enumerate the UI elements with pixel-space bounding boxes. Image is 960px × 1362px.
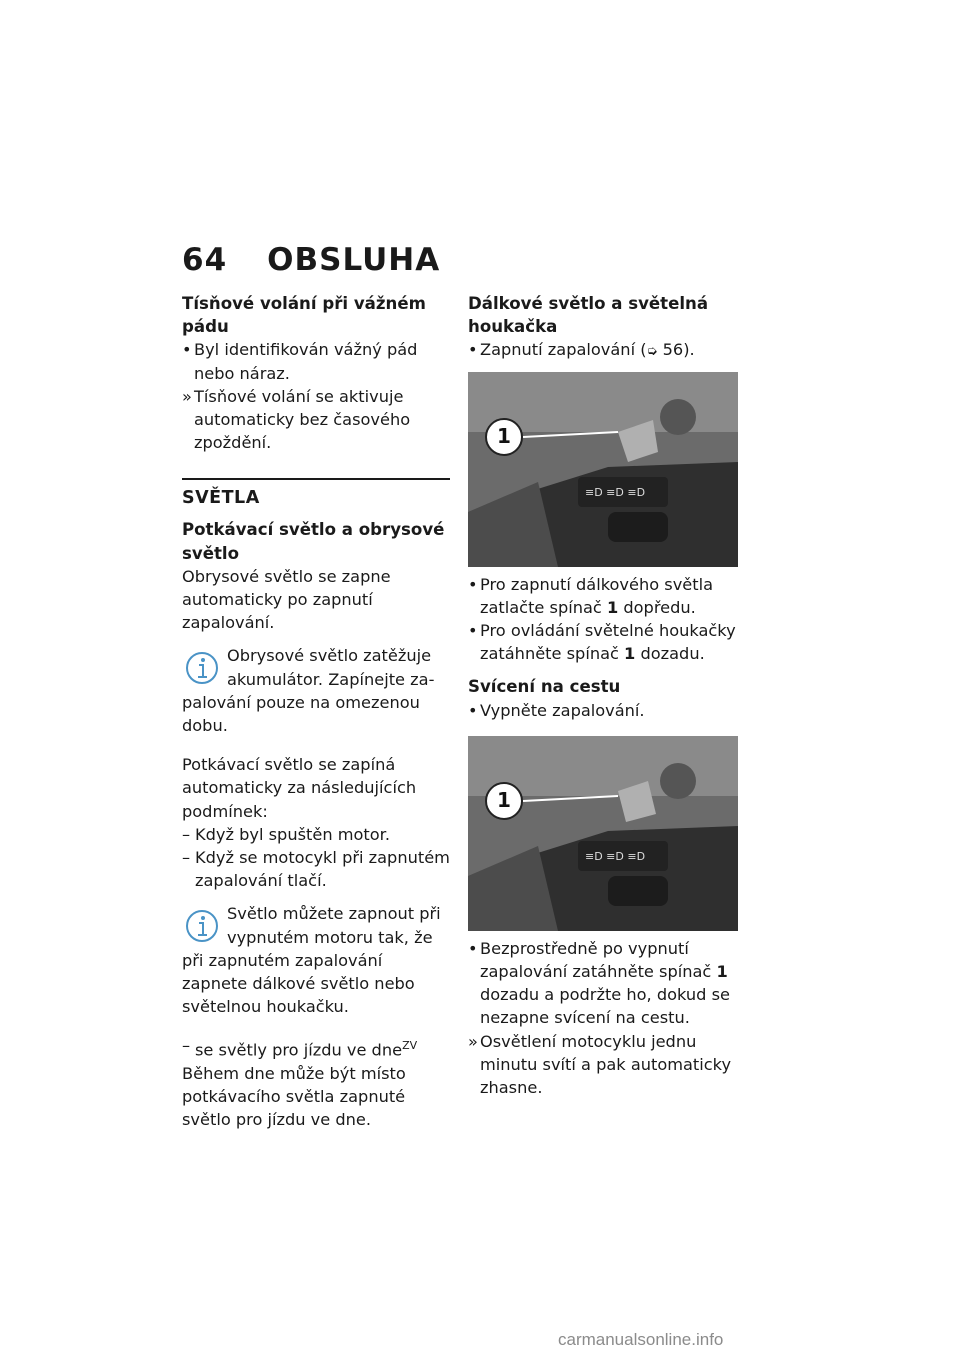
info-note <box>182 644 450 737</box>
list-item: • Zapnutí zapalování (➭ 56). <box>468 340 695 360</box>
svg-text:≡D ≡D ≡D: ≡D ≡D ≡D <box>585 485 646 499</box>
low-beam-text: Obrysové světlo se zapne automaticky po zapnutí zapalování. <box>182 566 391 633</box>
road-light-heading: Svícení na cestu <box>468 677 621 697</box>
list-item: • Bezprostředně po vypnutí zapalování zatáhněte spínač 1 dozadu a podržte ho, dokud se nezapne svícení na cestu. <box>468 938 730 1028</box>
page-number: 64 <box>182 242 228 278</box>
ignition-list <box>468 338 743 363</box>
daytime-text: Během dne může být místo potkávacího světla zapnuté světlo pro jízdu ve dne. <box>182 1064 406 1130</box>
left-column <box>182 292 450 1132</box>
list-item: » Tísňové volání se aktivuje automaticky bez časového zpoždění. <box>182 386 411 453</box>
page-reference: 56). <box>662 340 695 360</box>
callout-label: 1 <box>497 423 511 448</box>
lights-section-title: SVĚTLA <box>182 488 260 509</box>
road-light-prereq <box>468 699 743 722</box>
option-badge: ZV <box>402 1039 418 1053</box>
list-item: • Byl identifikován vážný pád nebo náraz. <box>182 340 418 383</box>
conditions-intro: Potkávací světlo se zapíná automaticky za následujících podmínek: <box>182 755 417 821</box>
note-text-cont: při zapnutém zapalování zapnete dálkové světlo nebo světelnou houkačku. <box>182 950 415 1017</box>
list-item: » Osvětlení motocyklu jednu minutu svítí a pak automaticky zhasne. <box>468 1031 732 1098</box>
road-light-steps <box>468 937 743 1099</box>
info-icon <box>182 650 222 686</box>
right-column <box>468 292 743 1099</box>
handlebar-switch-photo <box>468 372 738 567</box>
daytime-list <box>182 1034 450 1062</box>
note-text: Světlo můžete zapnout při vypnutém motoru tak, že <box>227 904 441 947</box>
watermark: carmanualsonline.info <box>558 1330 724 1349</box>
callout-label: 1 <box>497 787 511 812</box>
list-item: • Pro zapnutí dálkového světla zatlačte spínač 1 dopředu. <box>468 574 714 617</box>
list-item: – Když se motocykl při zapnutém zapalování tlačí. <box>182 848 450 891</box>
list-item: • Pro ovládání světelné houkačky zatáhněte spínač 1 dozadu. <box>468 621 736 664</box>
svg-text:≡D ≡D ≡D: ≡D ≡D ≡D <box>585 849 646 863</box>
list-item: – Když byl spuštěn motor. <box>182 824 390 844</box>
info-note <box>182 902 450 1018</box>
high-beam-heading: Dálkové světlo a světelná houkačka <box>468 294 709 337</box>
page-reference-arrow-icon: ➭ <box>646 344 658 360</box>
conditions-list <box>182 823 450 893</box>
section-title: OBSLUHA <box>267 242 441 278</box>
info-icon <box>182 908 222 944</box>
high-beam-list <box>468 573 743 666</box>
note-text: Obrysové světlo zatěžuje akumulátor. Zapínejte za- <box>227 646 435 689</box>
emergency-call-heading: Tísňové volání při vážném pádu <box>182 294 426 337</box>
list-item: • Vypněte zapalování. <box>468 700 645 720</box>
emergency-list <box>182 338 450 454</box>
list-item: – se světly pro jízdu ve dne$^{ZV}$ <box>182 1036 418 1060</box>
note-text-cont: palování pouze na omezenou dobu. <box>182 692 420 736</box>
handlebar-switch-photo <box>468 736 738 931</box>
page-header <box>182 242 440 278</box>
section-divider <box>182 478 450 480</box>
low-beam-heading: Potkávací světlo a obrysové světlo <box>182 520 445 563</box>
